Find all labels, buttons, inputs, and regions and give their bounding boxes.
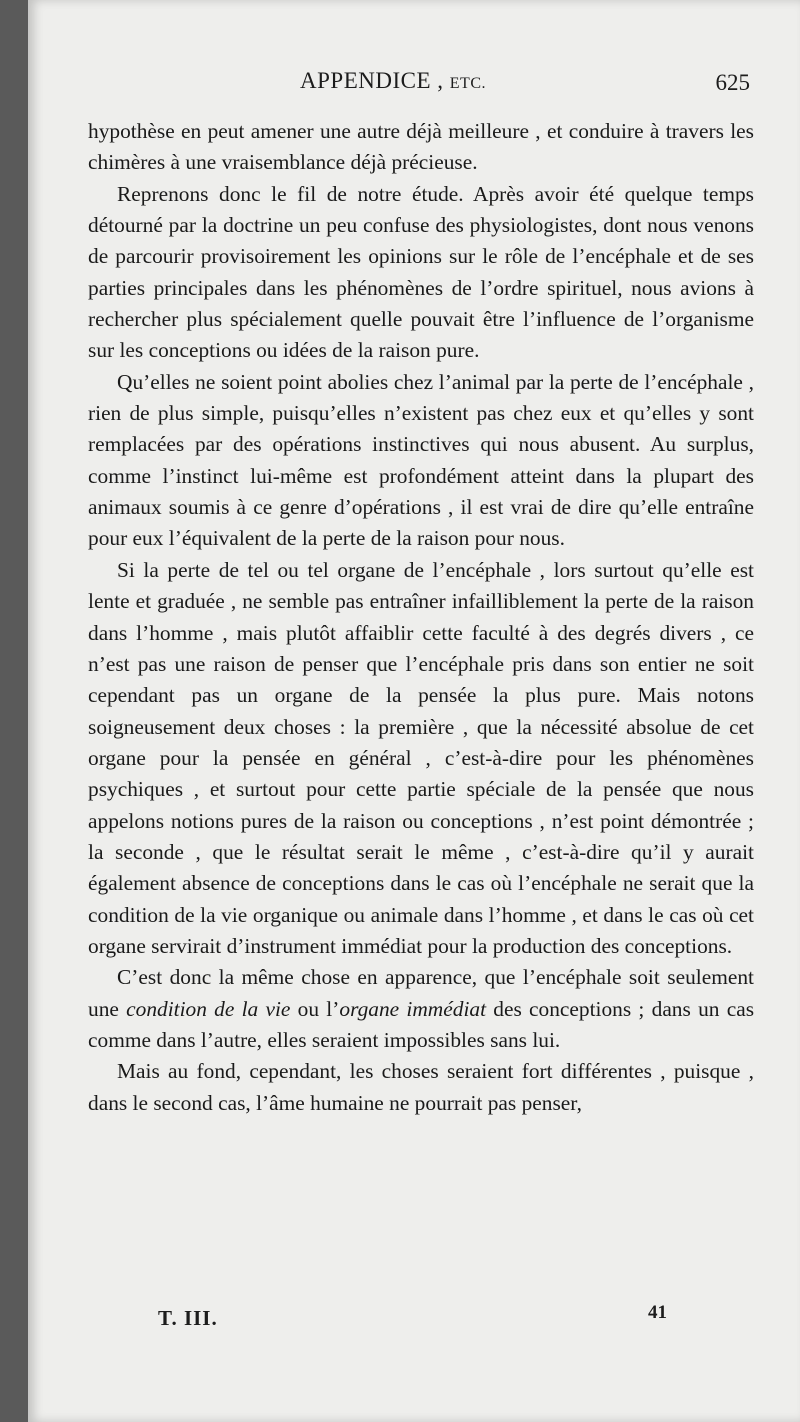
italic-phrase: organe immédiat: [339, 996, 487, 1021]
paragraph: [88, 555, 754, 962]
text-run: Qu’elles ne soient point abolies chez l’animal par la perte de l’encéphale , rien de plus simple, puisqu’elles n’existent pas chez eux et qu’elles y sont remplacées par des opérations instinctives qui nous abusent. Au surplus, comme l’instinct lui-même est profondément atteint dans la plupart des animaux soumis à ce genre d’opérations , il est vrai de dire qu’elle entraîne pour eux l’équivalent de la perte de la raison pour nous.: [88, 369, 754, 551]
volume-mark: T. III.: [158, 1306, 218, 1330]
book-page: [28, 0, 800, 1422]
running-title-main: APPENDICE ,: [300, 68, 444, 93]
text-run: Si la perte de tel ou tel organe de l’encéphale , lors surtout qu’elle est lente et graduée , ne semble pas entraîner infailliblement la perte de la raison dans l’homme , mais plutôt affaiblir cette faculté à des degrés divers , ce n’est pas une raison de penser que l’encéphale pris dans son entier ne soit cependant pas un organe de la pensée la plus pure. Mais notons soigneusement deux choses : la première , que la nécessité absolue de cet organe pour la pensée en général , c’est-à-dire pour les phénomènes psychiques , et surtout pour cette partie spéciale de la pensée que nous appelons notions pures de la raison ou conceptions , n’est point démontrée ; la seconde , que le résultat serait le même , c’est-à-dire qu’il y aurait également absence de conceptions dans le cas où l’encéphale ne serait que la condition de la vie organique ou animale dans l’homme , et dans le cas où cet organe servirait d’instrument immédiat pour la production des conceptions.: [88, 557, 754, 958]
text-run: des conceptions ; dans un cas comme dans l’autre, elles seraient impossibles sans lui.: [88, 996, 755, 1052]
paragraph: [88, 962, 754, 1056]
page-number: 625: [715, 70, 750, 95]
italic-phrase: condition de la vie: [126, 996, 291, 1021]
paragraph: [88, 116, 754, 179]
paragraph: [88, 179, 754, 367]
page-header: [28, 66, 800, 106]
page-footer: [28, 1302, 800, 1340]
running-title-etc: ETC.: [449, 75, 486, 92]
text-run: C’est donc la même chose en apparence, que l’encéphale soit seulement une: [88, 965, 754, 1021]
text-run: Mais au fond, cependant, les choses seraient fort différentes , puisque , dans le second cas, l’âme humaine ne pourrait pas penser,: [88, 1059, 754, 1115]
body-text: [88, 116, 754, 1119]
text-run: Reprenons donc le fil de notre étude. Après avoir été quelque temps détourné par la doctrine un peu confuse des physiologistes, dont nous venons de parcourir provisoirement les opinions sur le rôle de l’encéphale et de ses parties principales dans les phénomènes de l’ordre spirituel, nous avions à rechercher plus spécialement quelle pouvait être l’influence de l’organisme sur les conceptions ou idées de la raison pure.: [88, 181, 754, 363]
text-run: ou l’: [290, 996, 340, 1021]
running-title: [300, 68, 486, 94]
paragraph: [88, 1056, 754, 1119]
paragraph: [88, 367, 754, 555]
signature-mark: 41: [648, 1302, 667, 1323]
text-run: hypothèse en peut amener une autre déjà meilleure , et conduire à travers les chimères à une vraisemblance déjà précieuse.: [88, 119, 754, 175]
